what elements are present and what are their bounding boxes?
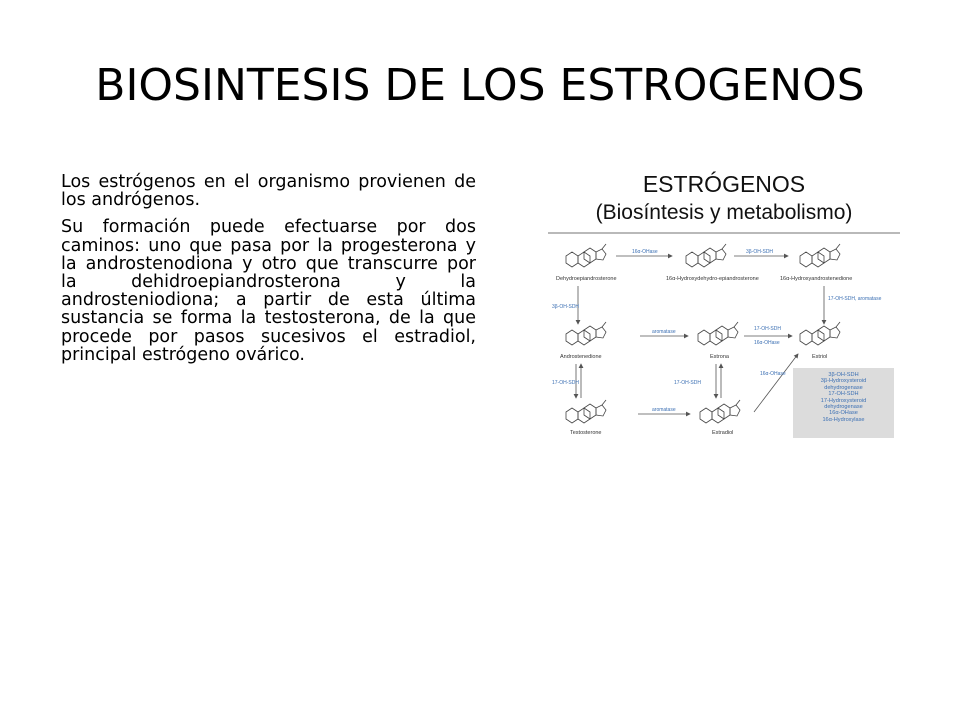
enzyme-e1: 16α-OHase (632, 249, 658, 255)
pathway-panel (548, 232, 900, 440)
legend-item: 3β-OH-SDH (828, 372, 859, 378)
legend-item: 3β-Hydroxysteroid (820, 378, 867, 385)
structure-dhea (566, 244, 606, 267)
label-hydroxy-dhea: 16α-Hydroxydehydro-epiandrosterone (666, 276, 759, 282)
paragraph-1: Los estrógenos en el organismo provienen de los andrógenos. (61, 172, 476, 211)
arrow-8 (754, 354, 798, 412)
body-text (61, 173, 476, 373)
label-dhea: Dehydroepiandrosterone (556, 276, 617, 282)
enzyme-e4: aromatase (652, 329, 676, 335)
biosynthesis-diagram (548, 168, 900, 440)
paragraph-2: Su formación puede efectuarse por dos caminos: uno que pasa por la progesterona y la androstenodiona y otro que transcurre por la dehidroepiandrosterona y la androsteniodiona; a partir de esta última sustancia se forma la testosterona, de la que procede por pasos sucesivos el estradiol, principal estrógeno ovárico. (61, 217, 476, 365)
label-estrona: Estrona (710, 354, 729, 360)
structure-androstenedione (566, 322, 606, 345)
enzyme-e10: aromatase (652, 407, 676, 413)
enzyme-legend (793, 368, 894, 438)
label-androstenedione: Androstenedione (560, 354, 602, 360)
structure-estradiol (700, 400, 740, 423)
structure-testosterone (566, 400, 606, 423)
legend-item: 17-OH-SDH (828, 391, 859, 398)
enzyme-e11: 17-OH-SDH, aromatase (828, 296, 882, 302)
structure-hydroxy-dhea (686, 244, 726, 267)
slide-title: BIOSINTESIS DE LOS ESTROGENOS (95, 60, 865, 111)
enzyme-e8: 17-OH-SDH (674, 380, 701, 386)
enzyme-e2: 3β-OH-SDH (746, 249, 774, 255)
enzyme-e3: 3β-OH-SDH (552, 304, 580, 310)
diagram-title: ESTRÓGENOS (642, 171, 806, 197)
enzyme-e6: 16α-OHase (754, 340, 780, 346)
enzyme-e5: 17-OH-SDH (754, 326, 781, 332)
structure-hydroxy-androstenedione (800, 244, 840, 267)
structure-estrona (698, 322, 738, 345)
enzyme-e9: 16α-OHase (760, 371, 786, 377)
legend-item: 16α-OHase (829, 410, 858, 417)
label-estradiol: Estradiol (712, 430, 734, 436)
label-estriol: Estriol (812, 354, 828, 360)
legend-item: 16α-Hydroxylase (822, 416, 865, 423)
legend-item: dehydrogenase (824, 404, 863, 411)
label-testosterone: Testosterone (570, 430, 602, 436)
label-hydroxy-androstenedione: 16α-Hydroxyandrostenedione (780, 276, 853, 282)
enzyme-e7: 17-OH-SDH (552, 380, 579, 386)
legend-item: 17-Hydroxysteroid (820, 397, 867, 404)
structure-estriol (800, 322, 840, 345)
diagram-subtitle: (Biosíntesis y metabolismo) (595, 201, 853, 224)
legend-item: dehydrogenase (824, 384, 863, 391)
